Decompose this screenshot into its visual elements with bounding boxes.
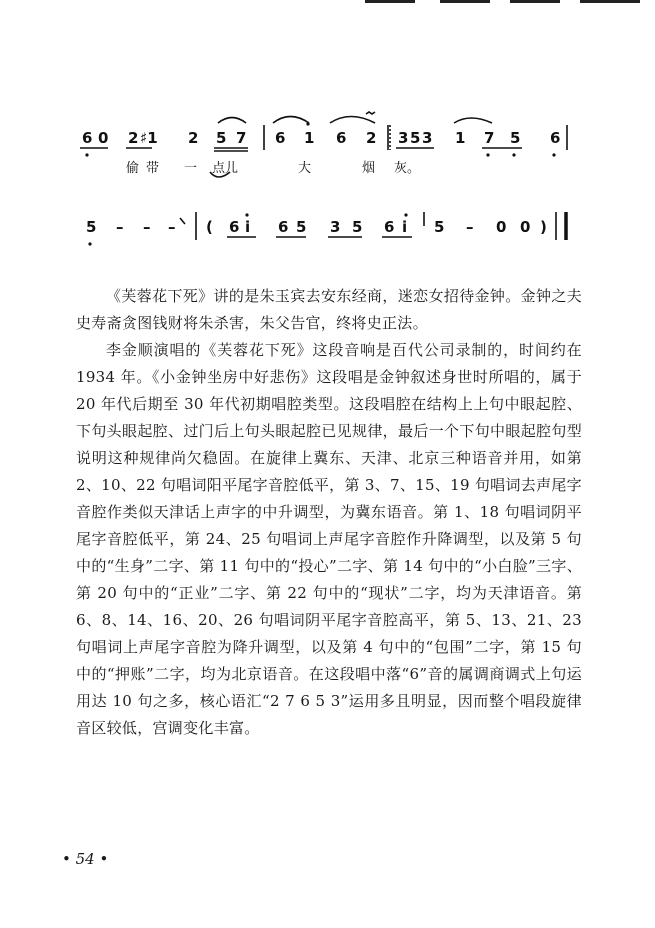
- note: 5: [510, 129, 521, 147]
- lyric: 偷: [126, 161, 140, 176]
- note: 5: [434, 218, 445, 236]
- lyric: 烟: [362, 161, 376, 176]
- paragraph: 《芙蓉花下死》讲的是朱玉宾去安东经商，迷恋女招待金钟。金钟之夫史寿斋贪图钱财将朱杀害，朱父告官，终将史正法。: [76, 287, 582, 332]
- note: 6: [82, 129, 93, 147]
- note: 7: [236, 129, 247, 147]
- note: –: [116, 218, 124, 236]
- note: 2: [366, 129, 377, 147]
- note: 5: [352, 218, 363, 236]
- note: 2: [188, 129, 199, 147]
- note: (: [206, 218, 213, 236]
- note: 3: [422, 129, 433, 147]
- note: 2: [128, 129, 139, 147]
- note: 6: [550, 129, 561, 147]
- note: 5: [86, 218, 97, 236]
- note: –: [168, 218, 176, 236]
- paragraph: 李金顺演唱的《芙蓉花下死》这段音响是百代公司录制的，时间约在 1934 年。《小金钟坐房中好悲伤》这段唱是金钟叙述身世时所唱的，属于 20 年代后期至 30 年代初期唱腔类型。这段唱腔在结构上上句中眼起腔、下句头眼起腔、过门后上句头眼起腔已见规律，最后一个下句中眼起腔句型说明这种规律尚欠稳固。在旋律上冀东、天津、北京三种语音并用，如第 2、10、22 句唱词阳平尾字音腔低平，第 3、7、15、19 句唱词去声尾字音腔作类似天津话上声字的中升调型，为冀东语音。第 1、18 句唱词阴平尾字音腔低平，第 24、25 句唱词上声尾字音腔作升降调型，以及第 5 句中的“生身”二字、第 11 句中的“投心”二字、第 14 句中的“小白脸”三字、第 20 句中的“正业”二字、第 22 句中的“现状”二字，均为天津语音。第 6、8、14、16、20、26 句唱词阴平尾字音腔高平，第 5、13、21、23 句唱词上声尾字音腔为降升调型，以及第 4 句中的“包围”二字，第 15 句中的“押账”二字，均为北京语音。在这段唱中落“6”音的属调商调式上句运用达 10 句之多，核心语汇“2 7 6 5 3”运用多且明显，因而整个唱段旋律音区较低，宫调变化丰富。: [76, 341, 582, 737]
- note: 5: [216, 129, 227, 147]
- article-body: [76, 283, 582, 742]
- jianpu-score: [0, 0, 655, 260]
- page-number: • 54 •: [62, 850, 109, 868]
- score-line-1: [82, 129, 560, 147]
- note: i: [402, 218, 408, 236]
- lyric: 灰。: [394, 161, 421, 176]
- note: 5: [410, 129, 421, 147]
- note: 7: [484, 129, 495, 147]
- lyric: 一: [184, 161, 198, 176]
- note: 6: [229, 218, 240, 236]
- lyric: 点儿: [212, 161, 239, 176]
- note: ♯1: [140, 129, 158, 147]
- note: ): [540, 218, 547, 236]
- note: 0: [520, 218, 531, 236]
- score-line-2: [86, 218, 547, 236]
- note: 0: [98, 129, 109, 147]
- note: –: [466, 218, 474, 236]
- note: 3: [398, 129, 409, 147]
- score-lyrics: [126, 160, 420, 176]
- note: 6: [275, 129, 286, 147]
- note: 6: [278, 218, 289, 236]
- note: 1: [455, 129, 466, 147]
- note: 6: [384, 218, 395, 236]
- note: 1: [304, 129, 315, 147]
- note: 5: [296, 218, 307, 236]
- note: 0: [496, 218, 507, 236]
- note: –: [143, 218, 151, 236]
- note: i: [245, 218, 251, 236]
- note: 3: [330, 218, 341, 236]
- note: 6: [336, 129, 347, 147]
- lyric: 带: [146, 161, 160, 176]
- lyric: 大: [298, 161, 312, 176]
